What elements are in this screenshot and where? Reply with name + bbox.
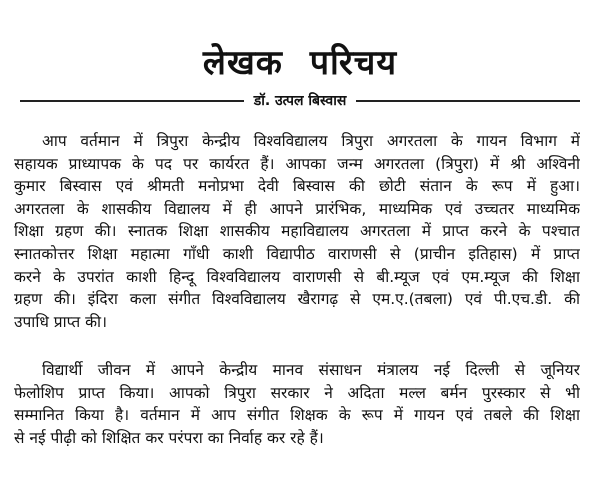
text-line: कुमार बिस्वास एवं श्रीमती मनोप्रभा देवी बिस्वास की छोटी संतान के रूप में हुआ। — [14, 177, 580, 196]
text-line: ग्रहण की। इंदिरा कला संगीत विश्वविद्यालय खैरागढ़ से एम.ए.(तबला) एवं पी.एच.डी. की — [14, 290, 580, 309]
right-divider-rule — [356, 100, 580, 102]
author-byline-row — [20, 90, 580, 112]
text-line: फेलोशिप प्राप्त किया। आपको त्रिपुरा सरकार ने अदिता मल्ल बर्मन पुरस्कार से भी — [14, 383, 580, 402]
text-line: करने के उपरांत काशी हिन्दू विश्वविद्यालय वाराणसी से बी.म्यूज एवं एम.म्यूज की शिक्षा — [14, 267, 580, 286]
text-line: सम्मानित किया है। वर्तमान में आप संगीत शिक्षक के रूप में गायन एवं तबले की शिक्षा — [14, 406, 580, 425]
author-name: डॉ. उत्पल बिस्वास — [253, 93, 347, 109]
page-title: लेखक परिचय — [202, 42, 398, 83]
text-line: उपाधि प्राप्त की। — [14, 312, 107, 331]
text-line: शिक्षा ग्रहण की। स्नातक शिक्षा शासकीय महाविद्यालय अगरतला में प्राप्त करने के पश्चात — [14, 222, 580, 241]
text-line: से नई पीढ़ी को शिक्षित कर परंपरा का निर्वाह कर रहे हैं। — [14, 428, 324, 447]
text-line: सहायक प्राध्यापक के पद पर कार्यरत हैं। आपका जन्म अगरतला (त्रिपुरा) में श्री अश्विनी — [14, 154, 580, 173]
text-line: आप वर्तमान में त्रिपुरा केन्द्रीय विश्वविद्यालय त्रिपुरा अगरतला के गायन विभाग में — [42, 132, 580, 150]
text-line: स्नातकोत्तर शिक्षा महात्मा गाँधी काशी विद्यापीठ वाराणसी से (प्राचीन इतिहास) में प्राप्त — [14, 244, 580, 263]
left-divider-rule — [20, 100, 244, 102]
text-line: अगरतला के शासकीय विद्यालय में ही आपने प्रारंभिक, माध्यमिक एवं उच्चतर माध्यमिक — [14, 199, 580, 218]
text-line: विद्यार्थी जीवन में आपने केन्द्रीय मानव संसाधन मंत्रालय नई दिल्ली से जूनियर — [42, 361, 580, 379]
paragraph-1 — [14, 130, 580, 333]
paragraph-2 — [14, 359, 580, 449]
